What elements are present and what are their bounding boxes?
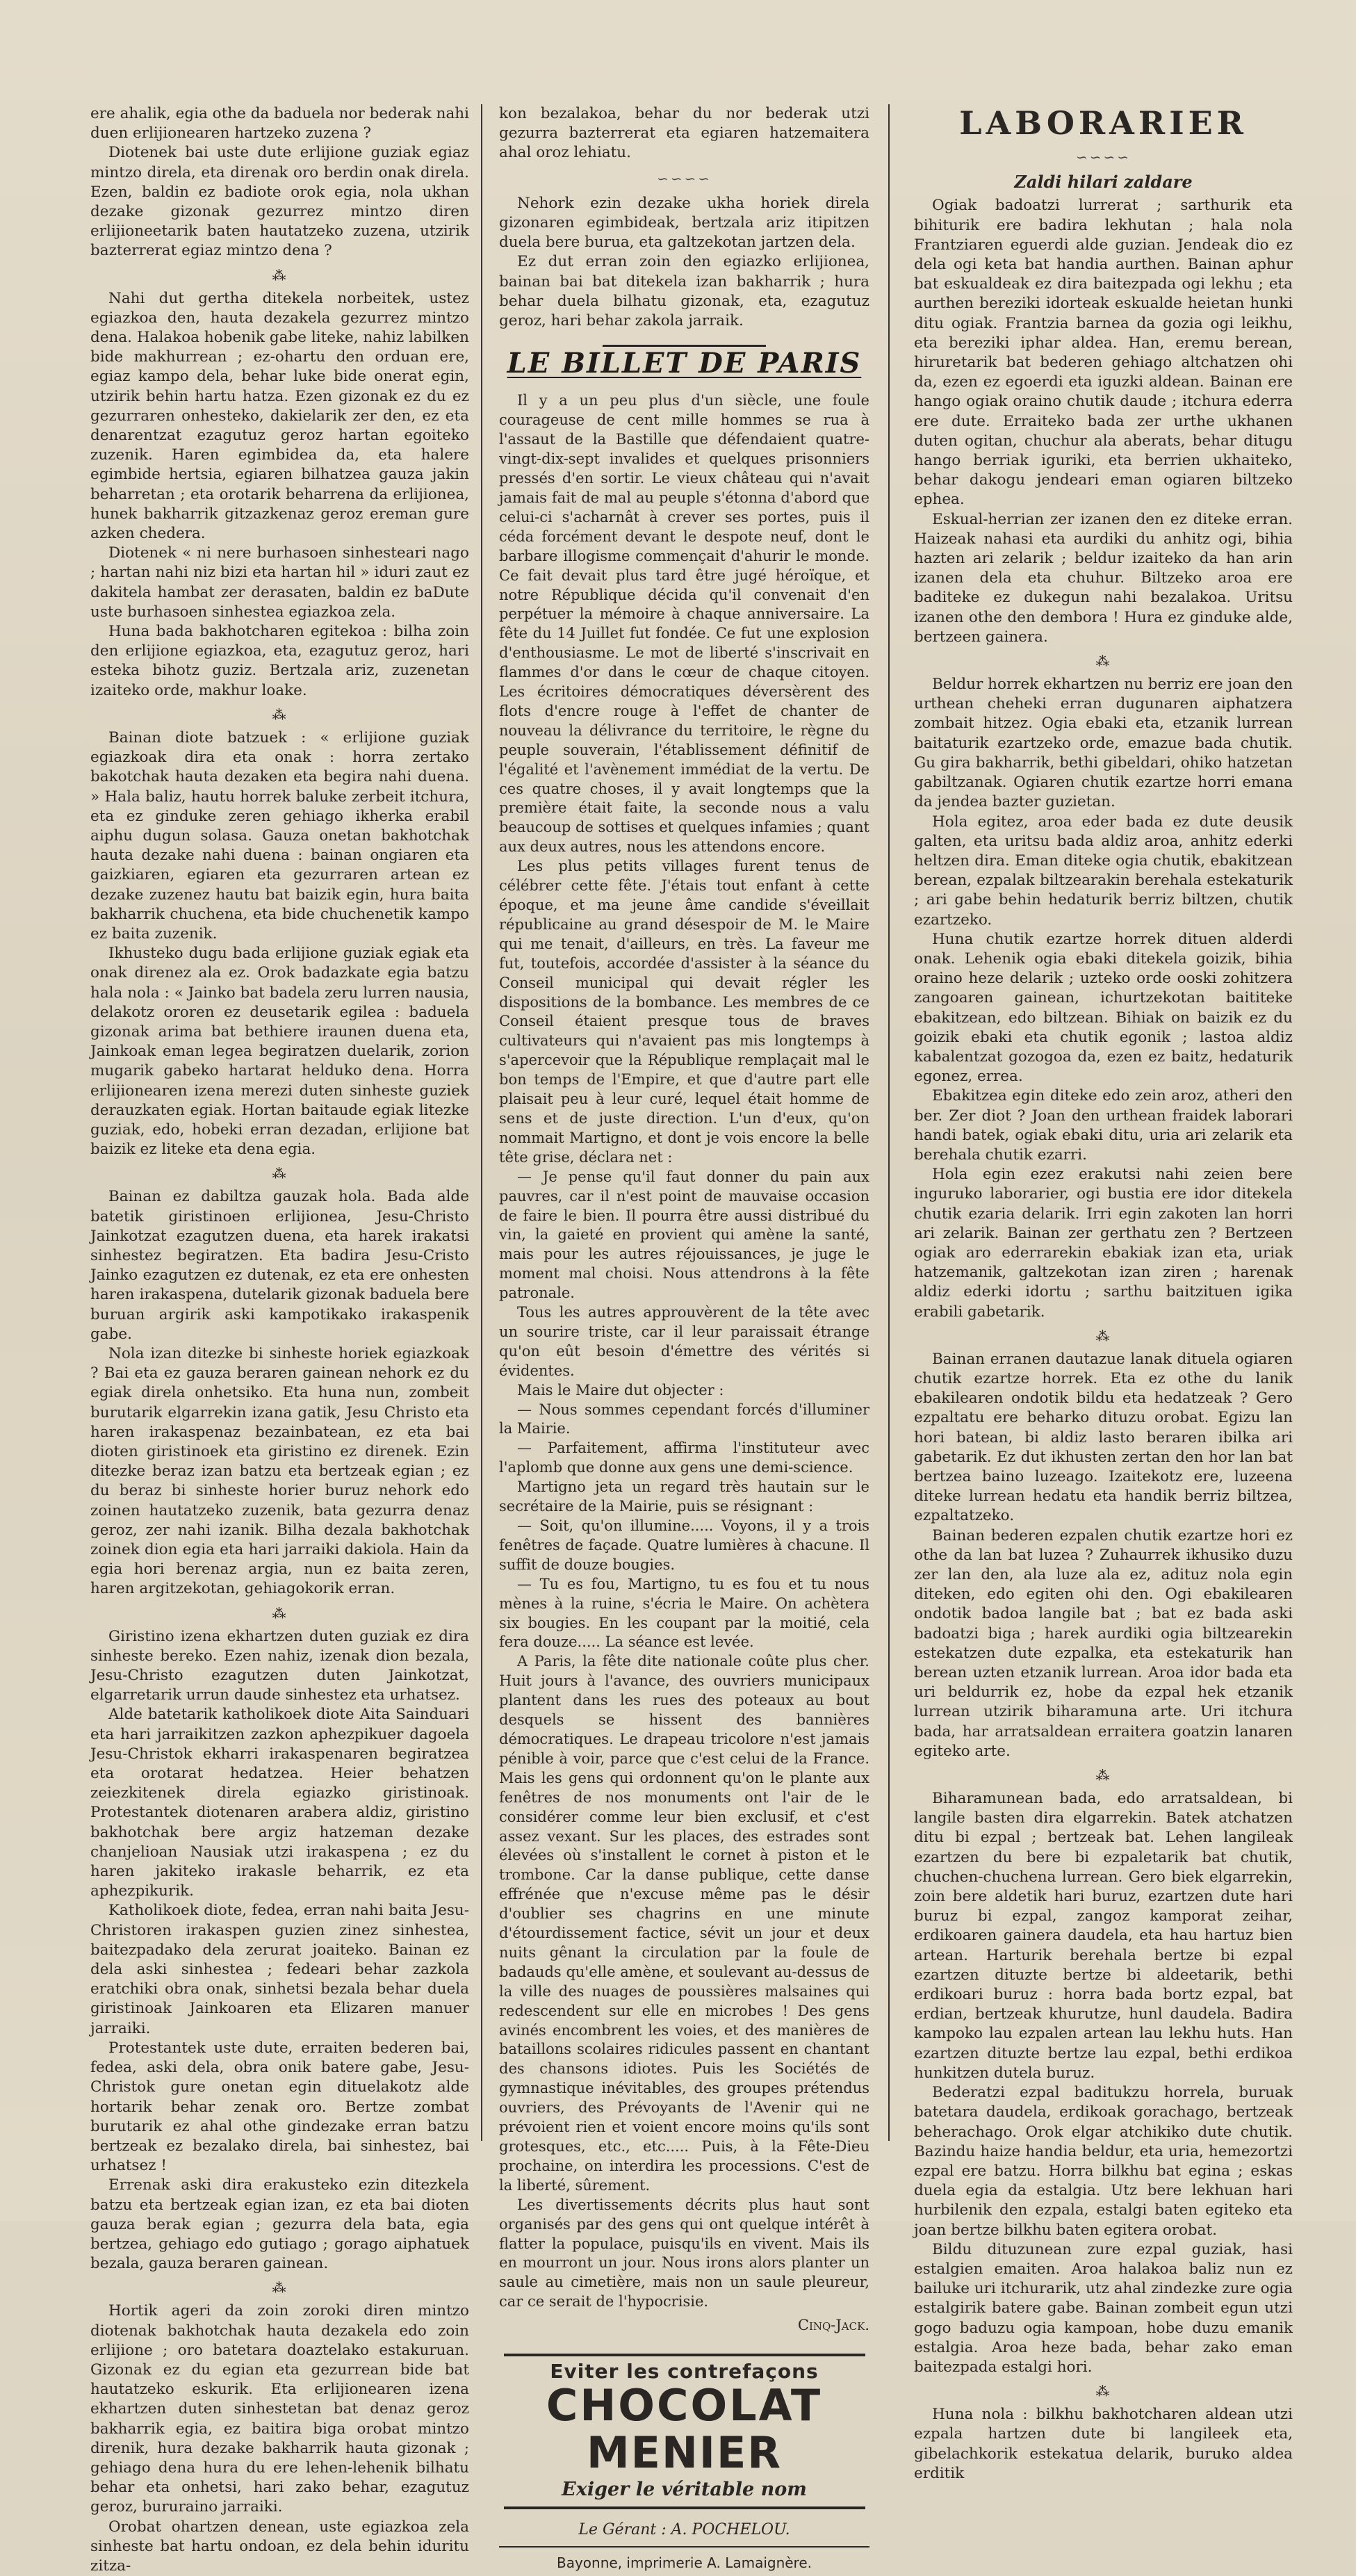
paragraph: Nahi dut gertha ditekela norbeitek, ustez egiazkoa den, hauta dezakela gezurrez mintzo dena. Halakoa hobenik gabe liteke, nahiz labilken bide makhurrean ; ez-ohartu den orduan ere, egiaz kampo dela, behar luke bide onerat egin, utzirik behin hartu hatza. Ezen gizonak ez du ez gezurraren onhesteko, dakielarik zer den, ez eta denarentzat ezagutuz geroz hartan egoiteko zuzenik. Haren egimbidea da, eta halere egimbide hertsia, egiaren bilhatzea gauza jakin beharretan ; eta orotarik beharrena da erlijionea, hunek bakharrik gitzazkenaz geroz ereman gure azken chedera.	[90, 289, 469, 543]
paragraph: Les plus petits villages furent tenus de célébrer cette fête. J'étais tout enfant à cette époque, et ma jeune âme candide s'éveillait républicaine au grand désespoir de M. le Maire qui me tenait, d'ailleurs, en très. La faveur me fut, toutefois, accordée d'assister à la séance du Conseil municipal qui devait régler les dispositions de la bombance. Les membres de ce Conseil étaient presque tous de braves cultivateurs qui n'avaient pas mis longtemps à s'apercevoir que la République remplaçait mal le bon temps de l'Empire, et que d'autre part elle plaisait peu à leur curé, lequel était homme de sens et de juste direction. L'un d'eux, qu'on nommait Martigno, et dont je vois encore la belle tête grise, déclara net :	[499, 858, 869, 1166]
paragraph: Diotenek « ni nere burhasoen sinhesteari nago ; hartan nahi niz bizi eta hartan hil » iduri zaut ez dakitela hambat zer derasaten, baldin ez baDute uste burhasoen sinhestea egiazkoa zela.	[90, 544, 469, 621]
paragraph: — Parfaitement, affirma l'instituteur avec l'aplomb que donne aux gens une demi-science.	[499, 1440, 869, 1476]
asterism-ornament: ⁂	[1095, 1327, 1111, 1344]
billet-header	[499, 341, 869, 380]
ad-line-3: MENIER	[586, 2427, 783, 2479]
laborarier-subheading: Zaldi hilari zaldare	[1014, 172, 1193, 193]
billet-title: LE BILLET DE PARIS	[507, 347, 862, 380]
paragraph: Katholikoek diote, fedea, erran nahi baita Jesu-Christoren irakaspen guzien zinez sinhestea, baitezpadako dela zerurat joaiteko. Bainan ez dela aski sinhestea ; fedeari behar zazkola eratchiki obra onak, sinhetsi bezala behar duela giristinoak Jainkoaren eta Elizaren manuer jarraiki.	[90, 1902, 469, 2037]
paragraph: Martigno jeta un regard très hautain sur le secrétaire de la Mairie, puis se résignant :	[499, 1478, 869, 1515]
paragraph: A Paris, la fête dite nationale coûte plus cher. Huit jours à l'avance, des ouvriers municipaux plantent dans les rues des poteaux au bout desquels se hissent des bannières démocratiques. Le drapeau tricolore n'est jamais pénible à voir, parce que c'est celui de la France. Mais les gens qui ordonnent qu'on le plante aux fenêtres de nos monuments ont l'air de le considérer comme leur bien exclusif, et c'est assez vexant. Sur les places, des estrades sont élevées où s'installent le cornet à piston et le trombone. Car la danse publique, cette danse effrénée que n'excuse même pas le désir d'oublier ses chagrins en une minute d'étourdissement factice, sévit un jour et deux nuits gênant la circulation par la foule de badauds qu'elle amène, et soulevant au-dessus de la ville des nuages de poussières malsaines qui redescendent sur elle en microbes ! Des gens avinés encombrent les voies, et des manières de bataillons scolaires ridicules passent en chantant des chansons idiotes. Puis les Sociétés de gymnastique inévitables, des groupes prétendus ouvriers, des Prévoyants de l'Avenir qui ne prévoient rien et voient encore moins qu'ils sont grotesques, etc., etc..... Puis, à la Fête-Dieu prochaine, on interdira les processions. C'est de la liberté, sûrement.	[499, 1653, 869, 2194]
paragraph: Hola egin ezez erakutsi nahi zeien bere inguruko laborarier, ogi bustia ere idor ditekela chutik ezaria delarik. Irri egin zakoten lan horri ari zelarik. Bainan zer gerthatu zen ? Bertzeen ogiak aro ederrarekin ebakiak izan eta, uriak hatzemanik, galtzekotan izan ziren ; harenak aldiz ederki idortu ; sarthu baitzituen igika erabili gabetarik.	[914, 1166, 1293, 1321]
paragraph: Les divertissements décrits plus haut sont organisés par des gens qui ont quelque intérêt à flatter la populace, puisqu'ils en vivent. Mais ils en mourront un jour. Nous irons alors planter un saule au cimetière, mais non un saule pleureur, car ce serait de l'hypocrisie.	[499, 2196, 869, 2310]
paragraph: — Je pense qu'il faut donner du pain aux pauvres, car il n'est point de mauvaise occasion de faire le bien. Il pourra être aussi distribué du vin, la gaieté en provient qui amène la santé, mais pour les autres réjouissances, je juge le moment mal choisi. Nous attendrons à la fête patronale.	[499, 1168, 869, 1302]
paragraph: Ikhusteko dugu bada erlijione guziak egiak eta onak direnez ala ez. Orok badazkate egia batzu hala nola : « Jainko bat badela zeru lurren nausia, delakotz ororen ez deusetarik egilea : baduela gizonak arima bat bethiere iraunen duena eta, Jainkoak eman legea begiratzen duelarik, zorion mugarik gabeko hartarat helduko dena. Horra erlijionearen izena merezi duten sinheste guziek derauzkaten egiak. Hortan baitaude egiak litezke guziak, edo, hobeki erran dezadan, erlijione bat baizik ez liteke eta dena egia.	[90, 945, 469, 1159]
paragraph: Beldur horrek ekhartzen nu berriz ere joan den urthean cheheki erran dugunaren aiphatzera zombait hitzez. Ogia ebaki eta, etzanik lurrean baitaturik ezartzeko orde, emazue bada chutik. Gu gira bakharrik, bethi gibeldari, ohiko hatzetan gabiltzanak. Ogiaren chutik ezartze horri emana da jendea bazter guzietan.	[914, 676, 1293, 811]
ad-line-2: CHOCOLAT	[546, 2380, 823, 2431]
paragraph: Giristino izena ekhartzen duten guziak ez dira sinheste bereko. Ezen nahiz, izenak dion bezala, Jesu-Christo ezagutzen duten Jainkotzat, elgarretarik urrun daude sinhestez eta urhatsez.	[90, 1627, 469, 1704]
paragraph: Il y a un peu plus d'un siècle, une foule courageuse de cent mille hommes se rua à l'assaut de la Bastille que défendaient quatre-vingt-dix-sept invalides et quelques prisonniers pressés d'en sortir. Le vieux château qui n'avait jamais fait de mal au peuple s'étonna d'abord que celui-ci s'acharnât à crever ses portes, puis il céda forcément devant le despote neuf, dont le barbare illogisme commençait d'ahurir le monde. Ce fait devait plus tard être jugé héroïque, et notre République décida qu'il convenait d'en perpétuer la mémoire à chaque anniversaire. La fête du 14 Juillet fut fondée. Ce fut une explosion d'enthousiasme. Le mot de liberté s'inscrivait en flammes d'or dans le cœur de chaque citoyen. Les écritoires démocratiques déversèrent des flots d'encre rouge à l'effet de chanter de nouveau la délivrance du territoire, le règne du peuple souverain, l'établissement définitif de l'égalité et l'avènement immédiat de la vertu. De ces quatre choses, il y avait longtemps que la première était faite, la seconde nous a valu beaucoup de sottises et quelques infamies ; quant aux deux autres, nous les attendons encore.	[499, 392, 869, 856]
paragraph: Nehork ezin dezake ukha horiek direla gizonaren egimbideak, bertzala ariz itipitzen duela bere burua, eta galtzekotan jartzen dela.	[499, 194, 869, 252]
asterism-ornament: ⁂	[272, 266, 288, 284]
asterism-ornament: ⁂	[1095, 653, 1111, 670]
asterism-ornament: ⁂	[272, 706, 288, 723]
asterism-ornament: ⁂	[272, 2279, 288, 2297]
paragraph: — Soit, qu'on illumine..... Voyons, il y a trois fenêtres de façade. Quatre lumières à chacune. Il suffit de douze bougies.	[499, 1517, 869, 1573]
imprint-block	[499, 2520, 869, 2572]
chocolat-menier-advertisement	[504, 2354, 865, 2509]
paragraph: Tous les autres approuvèrent de la tête avec un sourire triste, car il leur paraissait étrange qu'on eût besoin d'émettre des vérités si évidentes.	[499, 1304, 869, 1379]
asterism-ornament: ⁂	[1095, 2383, 1111, 2400]
paragraph: Bainan erranen dautazue lanak dituela ogiaren chutik ezartze horrek. Eta ez othe du lanik ebakilearen ondotik bildu eta hedatzeak ? Gero ezpaltatu ere beharko dituzu orobat. Egizu lan hori batean, bi aldiz lasto beraren ibilka ari gabetarik. Ez dut ikhusten zertan den hor lan bat bertzea baino luzeago. Izaitekotz ere, luzeena diteke lurrean hedatu eta handik berriz biltzea, ezpaltatzeko.	[914, 1350, 1293, 1525]
paragraph: Ebakitzea egin diteke edo zein aroz, atheri den ber. Zer diot ? Joan den urthean fraidek laborari handi batek, ogiak ebaki ditu, uria ari zelarik eta berehala chutik ezarri.	[914, 1087, 1293, 1164]
paragraph: Mais le Maire dut objecter :	[517, 1381, 724, 1399]
paragraph: Ogiak badoatzi lurrerat ; sarthurik eta bihiturik ere badira lekhutan ; hala nola Frantziaren eguerdi alde guzian. Jendeak dio ez dela ogi keta bat handia aurthen. Bainan aphur bat eskualdeak ez dira baitezpada ogi lekhu ; eta aurthen bereziki idorteak eskualde heietan hunki ditu ogiak. Frantzia barnea da gozia ogi leikhu, eta bereziki iphar aldea. Han, eremu berean, hiruretarik bat bederen gehiago altchatzen ohi da, ezen ez egoerdi eta iguzki aldean. Bainan ere hango ogiak oraino chutik daude ; itchura ederra ere dute. Erraiteko bada zer urthe ukhanen duten ogitan, chuchur ala aberats, behar ditugu hango berriak iguriki, eta berrien ukhaiteko, behar dakogu jendeari eman ogiaren biltzeko ephea.	[914, 197, 1293, 509]
paragraph: Bainan ez dabiltza gauzak hola. Bada alde batetik giristinoen erlijionea, Jesu-Christo Jainkotzat ezagutzen duena, eta harek irakatsi sinhestez begiratzen. Eta badira Jesu-Cristo Jainko ezagutzen ez dutenak, ez eta ere onhesten haren irakaspena, dutelarik gizonak baduela bere buruan argirik aski kampotikako irakaspenik gabe.	[90, 1188, 469, 1343]
column-1	[90, 104, 469, 2576]
paragraph: Diotenek bai uste dute erlijione guziak egiaz mintzo direla, eta direnak oro berdin onak direla. Ezen, baldin ez badiote orok egia, nola ukhan dezake gizonak gezurrez mintzo diren erlijioneetarik baten hautatzeko zuzena, utzirik bazterrerat egiaz mintzo dena ?	[90, 144, 469, 260]
paragraph: Ez dut erran zoin den egiazko erlijionea, bainan bai bat ditekela izan bakharrik ; hura behar duela bilhatu gizonak, eta, ezagutuz geroz, hari behar zakola jarraik.	[499, 253, 869, 330]
imprint-rule	[499, 2546, 869, 2548]
paragraph: — Nous sommes cependant forcés d'illuminer la Mairie.	[499, 1401, 869, 1437]
squiggle-ornament: ∽∽∽∽	[656, 170, 712, 187]
paragraph: Huna chutik ezartze horrek dituen alderdi onak. Lehenik ogia ebaki ditekela goizik, bihia oraino heze delarik ; uzteko orde ooski zohitzera zangoaren gainean, ichurtzekotan baititeke ebakitzean, edo biltzean. Bihiak on baizik ez du goizik ebaki eta chutik egonik ; lastoa aldiz kabalentzat gozogoa da, ezen ez baitz, hedaturik egonez, errea.	[914, 930, 1293, 1086]
paragraph: Alde batetarik katholikoek diote Aita Sainduari eta hari jarraikitzen zazkon aphezpikuer dagoela Jesu-Christok ekharri irakaspenaren begiratzea eta orotarat hedatzea. Heier behatzen zeiezkitenek direla egiazko giristinoak. Protestantek diotenaren arabera aldiz, giristino bakhotchak bere argiz hatzeman dezake chanjelioan Nausiak utzi irakaspena ; ez du haren jakiteko irakasle beharrik, ez eta aphezpikurik.	[90, 1706, 469, 1900]
column-rule-right	[888, 104, 890, 2141]
paragraph: Huna bada bakhotcharen egitekoa : bilha zoin den erlijione egiazkoa, eta, ezagutuz geroz, hari esteka bihotz guziz. Bertzala ariz, zuzenetan izaiteko orde, makhur loake.	[90, 623, 469, 699]
paragraph: Hortik ageri da zoin zoroki diren mintzo diotenak bakhotchak hauta dezakela edo zoin erlijione ; oro batetara doaztelako estakuruan. Gizonak ez du egian eta gezurrean bide bat hautatzeko eskurik. Eta erlijionearen izena ekhartzen duten sinhestetan bat denaz geroz bakharrik egia, ez baitira biga orobat mintzo direnik, hura dezake bakharrik hauta gizonak ; gehiago dena hura du ere lehen-lehenik bilhatu behar eta onhetsi, hari zako behar, ezagutuz geroz, bururaino jarraiki.	[90, 2302, 469, 2516]
paragraph: Bainan bederen ezpalen chutik ezartze hori ez othe da lan bat luzea ? Zuhaurrek ikhusiko duzu zer lan den, ala luze ala ez, adituz nola egin diteken, edo egiten ohi den. Ogi ebakilearen ondotik badoa langile bat ; bat ez bada aski badoatzi biga ; harek aurdiki ogia biltzearekin estekatzen dute ezpalka, eta estekaturik han berean uzten etzanik lurrean. Aroa idor bada eta uri beldurrik ez, hobe da ezpal hek etzanik lurrean utzirik biharamuna arte. Uri itchura bada, har arratsaldean erraitera goatzin lanaren egiteko arte.	[914, 1526, 1293, 1760]
paragraph: Orobat ohartzen denean, uste egiazkoa zela sinheste bat hartu ondoan, ez dela behin iduritu zitza-	[90, 2518, 469, 2575]
paragraph: ere ahalik, egia othe da baduela nor bederak nahi duen erlijionearen hartzeko zuzena ?	[90, 105, 469, 142]
paragraph: Huna nola : bilkhu bakhotcharen aldean utzi ezpala hartzen dute bi langileek eta, gibelachkorik estekatua delarik, buruko aldea erditik	[914, 2406, 1293, 2482]
paragraph: Nola izan ditezke bi sinheste horiek egiazkoak ? Bai eta ez gauza beraren gainean nehork ez du egiak direla onhetsiko. Eta huna nun, zombeit burutarik elgarrekin izana gatik, Jesu Christo eta haren irakaspenaz bezainbatean, ez eta bai dioten giristinoek eta giristino ez direnek. Ezin ditezke beraz izan batzu eta bertzeak egian ; ez du beraz bi sinheste horier buruz nehork edo zoinen hautatzeko zuzenik, bata gezurra denaz geroz, zer nahi izanik. Bilha dezala bakhotchak zoinek dion egia eta hari jarraiki dakiola. Hain da egia hori berenaz argia, nun ez baita zeren, haren argitzekotan, gehiagokorik erran.	[90, 1344, 469, 1598]
column-rule-left	[481, 104, 482, 2141]
column-2	[499, 104, 869, 2573]
laborarier-heading: LABORARIER	[959, 104, 1248, 142]
asterism-ornament: ⁂	[272, 1165, 288, 1182]
paragraph: Eskual-herrian zer izanen den ez diteke erran. Haizeak nahasi eta aurdiki du anhitz ogi, bihia hazten ari zelarik ; beldur izaiteko da han arin izanen dela eta chuhur. Biltzeko aroa ere baditeke ez dukegun nahi bezalakoa. Uritsu izanen othe den dembora ! Hura ez ginduke alde, bertzeen gainera.	[914, 510, 1293, 646]
asterism-ornament: ⁂	[1095, 1767, 1111, 1784]
squiggle-ornament: ∽∽∽∽	[1075, 149, 1132, 165]
ad-line-4: Exiger le véritable nom	[562, 2479, 807, 2501]
billet-top-rule	[603, 341, 766, 347]
gerant-line: Le Gérant : A. POCHELOU.	[578, 2521, 790, 2539]
paragraph: Biharamunean bada, edo arratsaldean, bi langile basten dira elgarrekin. Batek atchatzen ditu bi ezpal ; bertzeak bat. Lehen langileak ezartzen du bere bi ezpaletarik bat chutik, chuchen-chuchena lurrean. Gero biek elgarrekin, zoin bere aldetik hari buruz, ezartzen dute hari buruz bi ezpal, zangoz kamporat zeihar, erdikoaren gainera daudela, eta hau hartuz bien artean. Harturik berehala bertze bi ezpal ezartzen dituzte bertze bi aldeetarik, bethi erdikoari buruz : horra bada bortz ezpal, bat erdian, bertzeak khurutze, hunl daudela. Badira kampoko lau ezpalen artean lau lekhu huts. Han ezartzen dituzte bertze lau ezpal, bethi erdikoa hunkitzen dutela buruz.	[914, 1790, 1293, 2082]
printer-line: Bayonne, imprimerie A. Lamaignère.	[556, 2554, 812, 2571]
paragraph: Bainan diote batzuek : « erlijione guziak egiazkoak dira eta onak : horra zertako bakotchak hauta dezaken eta begira nahi duena. » Hala baliz, hautu horrek baluke zerbeit itchura, eta ez ginduke zeren gehiago ikherka erabil aiphu dugun solasa. Gauza onetan bakhotchak hauta dezake nahi duena : bainan ongiaren eta gaizkiaren, egiaren eta gezurraren artean ez dezake zuzenez hautu bat baizik egin, hura baita bakharrik chuchena, eta bide chuchenetik kampo ez baita zuzenik.	[90, 728, 469, 943]
ad-line-1: Eviter les contrefaçons	[550, 2360, 819, 2383]
column-3	[914, 104, 1293, 2484]
paragraph: Bildu dituzunean zure ezpal guziak, hasi estalgien emaiten. Aroa halakoa baliz nun ez bailuke uri itchurarik, utz ahal zindezke zure ogia estalgirik batere gabe. Bainan zombeit egun utzi gogo baduzu ogia kampoan, hobe duzu emanik estalgia. Aroa heze bada, behar zako eman baitezpada estalgi hori.	[914, 2240, 1293, 2376]
asterism-ornament: ⁂	[272, 1604, 288, 1622]
paragraph: — Tu es fou, Martigno, tu es fou et tu nous mènes à la ruine, s'écria le Maire. On achètera six bougies. En les coupant par la moitié, cela fera douze..... La séance est levée.	[499, 1575, 869, 1651]
paragraph: Errenak aski dira erakusteko ezin ditezkela batzu eta bertzeak egian izan, ez eta bai dioten gauza berak egian ; gezurra dela bata, egia bertzea, gehiago edo gutiago ; gorago aiphatuek bezala, gauza beraren gainean.	[90, 2176, 469, 2273]
paragraph: kon bezalakoa, behar du nor bederak utzi gezurra bazterrerat eta egiaren hatzemaitera ahal oroz lehiatu.	[499, 105, 869, 162]
author-signature: Cinq-Jack.	[797, 2317, 869, 2334]
paragraph: Hola egitez, aroa eder bada ez dute deusik galten, eta uritsu bada aldiz aroa, anhitz ederki heltzen dira. Eman diteke ogia chutik, ebakitzean berean, ezpalak biltzearakin berehala estekaturik ; ari gabe behin hedaturik berriz biltzen, chutik ezartzeko.	[914, 813, 1293, 929]
paragraph: Bederatzi ezpal baditukzu horrela, buruak batetara daudela, erdikoak gorachago, bertzeak beherachago. Orok elgar atchikiko dute chutik. Bazindu haize handia beldur, eta uria, hemezortzi ezpal ere batzu. Horra bilkhu bat egina ; eskas duela egia da estalgia. Utz bere lekhuan hari hurbilenik den ezpala, estalgi baten egiteko eta joan bertze bilkhu baten egitera orobat.	[914, 2084, 1293, 2239]
billet-body	[499, 391, 869, 2335]
paragraph: Protestantek uste dute, erraiten bederen bai, fedea, aski dela, obra onik batere gabe, Jesu-Christok gure onetan egin dituelakotz alde hortarik behar zenak oro. Bertze zombat burutarik ez ahal othe gindezake erran batzu bertzeak ez bezalako direla, bai sinhestez, bai urhatsez !	[90, 2039, 469, 2175]
